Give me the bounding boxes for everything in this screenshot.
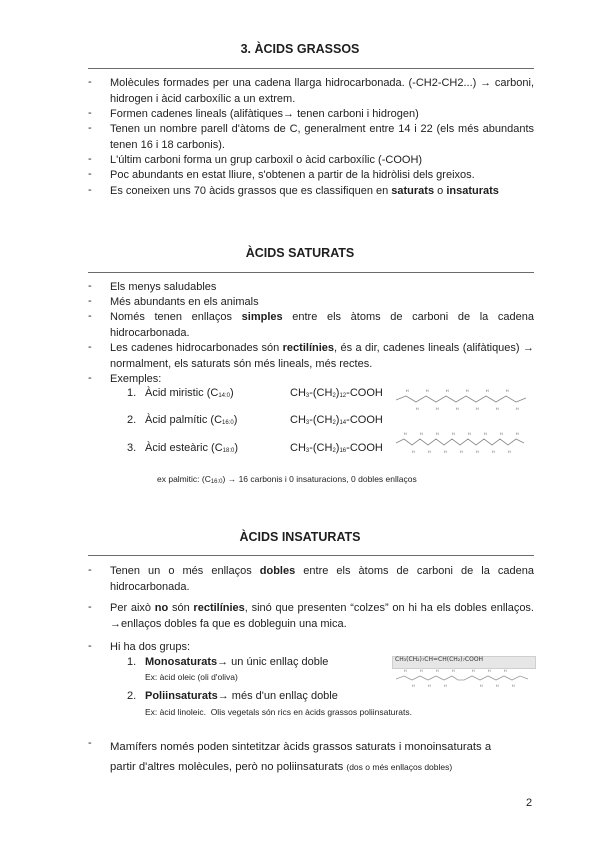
bullet-dash: - <box>88 107 92 119</box>
paragraph: L'últim carboni forma un grup carboxil o àcid carboxílic (-COOH) <box>110 154 423 166</box>
paragraph: Per això no són rectilínies, sinó que presenten “colzes” on hi ha els dobles enllaços. →enllaços dobles fa que es dobleguin una mica. <box>110 602 534 630</box>
paragraph: Els menys saludables <box>110 281 217 293</box>
paragraph: Es coneixen uns 70 àcids grassos que es classifiquen en saturats o insaturats <box>110 185 499 197</box>
page-number: 2 <box>526 797 533 809</box>
svg-text:H: H <box>436 669 439 673</box>
svg-text:H: H <box>404 432 407 436</box>
paragraph: Formen cadenes lineals (alifàtiques→ tenen carboni i hidrogen) <box>110 108 419 120</box>
svg-text:H: H <box>496 407 499 411</box>
bullet-dash: - <box>88 76 92 88</box>
group-example: Ex: àcid linoleic. Olis vegetals són rics en àcids grassos poliinsaturats. <box>145 707 412 717</box>
svg-text:H: H <box>488 669 491 673</box>
example-formula: CH3-(CH2)16-COOH <box>290 442 383 454</box>
bullet-dash: - <box>88 153 92 165</box>
svg-text:H: H <box>452 669 455 673</box>
bullet-dash: - <box>88 737 92 749</box>
svg-text:H: H <box>428 684 431 688</box>
example-number: 1. <box>127 387 137 399</box>
group-number: 1. <box>127 656 137 668</box>
svg-text:H: H <box>484 432 487 436</box>
paragraph <box>110 737 534 777</box>
group-title: Poliinsaturats→ més d'un enllaç doble <box>145 690 338 702</box>
section-title-acids-insaturats: ÀCIDS INSATURATS <box>239 530 361 544</box>
example-formula: CH3-(CH2)14-COOH <box>290 414 383 426</box>
paragraph: Poc abundants en estat lliure, s'obtenen a partir de la hidròlisi dels greixos. <box>110 169 475 181</box>
divider <box>88 68 534 69</box>
svg-text:H: H <box>420 432 423 436</box>
bullet-dash: - <box>88 640 92 652</box>
svg-text:H: H <box>476 407 479 411</box>
svg-text:H: H <box>460 450 463 454</box>
paragraph: Només tenen enllaços simples entre els àtoms de carboni de la cadena hidrocarbonada. <box>110 311 534 339</box>
molecule-structure-image <box>392 656 534 690</box>
paragraph: Molècules formades per una cadena llarga hidrocarbonada. (-CH2-CH2...) → carboni, hidrogen i àcid carboxílic a un extrem. <box>110 77 534 105</box>
svg-text:H: H <box>404 669 407 673</box>
example-name: Àcid esteàric (C18:0) <box>145 442 238 454</box>
svg-text:H: H <box>420 669 423 673</box>
bullet-dash: - <box>88 310 92 322</box>
svg-text:H: H <box>516 407 519 411</box>
paragraph: Tenen un o més enllaços dobles entre els àtoms de carboni de la cadena hidrocarbonada. <box>110 565 534 593</box>
bullet-dash: - <box>88 372 92 384</box>
svg-text:H: H <box>412 450 415 454</box>
paragraph: Exemples: <box>110 373 162 385</box>
bullet-dash: - <box>88 341 92 353</box>
svg-text:H: H <box>508 450 511 454</box>
example-name: Àcid palmític (C16:0) <box>145 414 238 426</box>
paragraph-line: partir d'altres molècules, però no poliinsaturats (dos o més enllaços dobles) <box>110 761 453 773</box>
svg-text:H: H <box>472 669 475 673</box>
svg-text:H: H <box>500 432 503 436</box>
svg-text:H: H <box>436 407 439 411</box>
paragraph-line: Mamífers només poden sintetitzar àcids grassos saturats i monoinsaturats a <box>110 741 492 753</box>
example-formula: CH3-(CH2)12-COOH <box>290 387 383 399</box>
bullet-dash: - <box>88 564 92 576</box>
formula-label: CH₃(CH₂)₇CH=CH(CH₂)₇COOH <box>395 656 484 663</box>
note: ex palmitic: (C16:0) → 16 carbonis i 0 insaturacions, 0 dobles enllaços <box>157 474 417 485</box>
svg-text:H: H <box>486 389 489 393</box>
svg-text:H: H <box>506 389 509 393</box>
svg-text:H: H <box>446 389 449 393</box>
bullet-dash: - <box>88 280 92 292</box>
svg-text:H: H <box>504 669 507 673</box>
svg-text:H: H <box>496 684 499 688</box>
molecule-structure-image <box>392 430 534 456</box>
svg-text:H: H <box>466 389 469 393</box>
bullet-dash: - <box>88 168 92 180</box>
group-number: 2. <box>127 690 137 702</box>
paragraph: Hi ha dos grups: <box>110 641 191 653</box>
section-title-acids-grassos: 3. ÀCIDS GRASSOS <box>240 42 360 56</box>
svg-text:H: H <box>426 389 429 393</box>
bullet-dash: - <box>88 295 92 307</box>
svg-text:H: H <box>492 450 495 454</box>
group-title: Monosaturats→ un únic enllaç doble <box>145 656 329 668</box>
svg-text:H: H <box>436 432 439 436</box>
section-title-acids-saturats: ÀCIDS SATURATS <box>245 246 355 260</box>
svg-text:H: H <box>416 407 419 411</box>
paragraph: Tenen un nombre parell d'àtoms de C, generalment entre 14 i 22 (els més abundants tenen 16 i 18 carbonis). <box>110 123 534 151</box>
group-example: Ex: àcid oleic (oli d'oliva) <box>145 672 238 682</box>
divider <box>88 555 534 556</box>
svg-text:H: H <box>468 432 471 436</box>
bullet-dash: - <box>88 601 92 613</box>
svg-text:H: H <box>412 684 415 688</box>
svg-text:H: H <box>444 450 447 454</box>
svg-text:H: H <box>456 407 459 411</box>
svg-text:H: H <box>406 389 409 393</box>
svg-text:H: H <box>444 684 447 688</box>
paragraph: Les cadenes hidrocarbonades són rectilínies, és a dir, cadenes lineals (alifàtiques) → normalment, els saturats són més lineals, més rectes. <box>110 342 534 370</box>
svg-text:H: H <box>516 432 519 436</box>
paragraph: Més abundants en els animals <box>110 296 259 308</box>
svg-text:H: H <box>480 684 483 688</box>
bullet-dash: - <box>88 122 92 134</box>
example-number: 2. <box>127 414 137 426</box>
molecule-structure-image <box>392 387 534 413</box>
example-number: 3. <box>127 442 137 454</box>
divider <box>88 272 534 273</box>
svg-text:H: H <box>512 684 515 688</box>
svg-text:H: H <box>476 450 479 454</box>
example-name: Àcid miristic (C14:0) <box>145 387 234 399</box>
svg-text:H: H <box>428 450 431 454</box>
svg-text:H: H <box>452 432 455 436</box>
bullet-dash: - <box>88 184 92 196</box>
